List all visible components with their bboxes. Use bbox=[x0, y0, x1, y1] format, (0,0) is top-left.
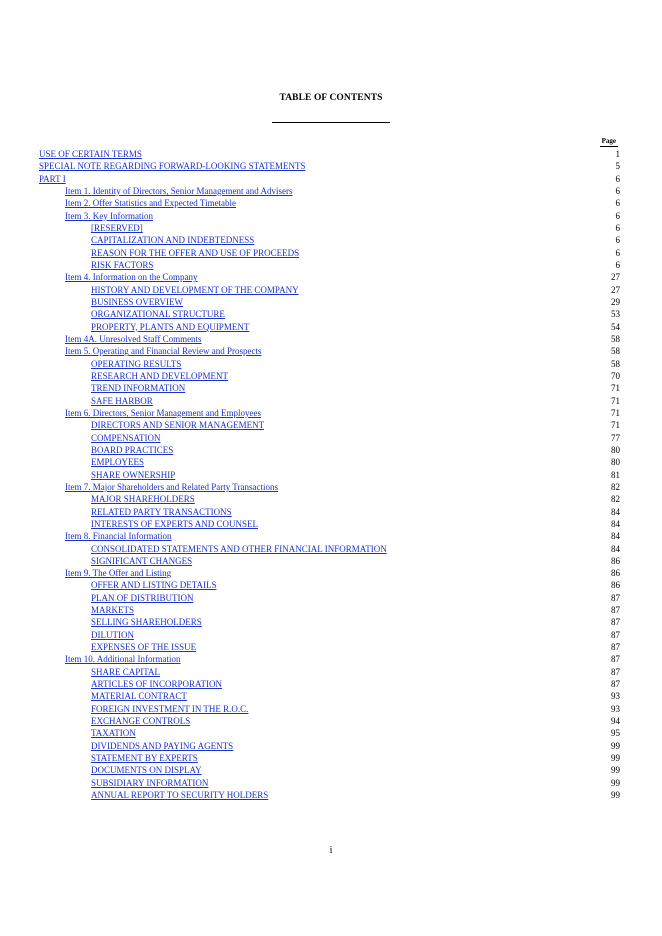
toc-entry-link[interactable]: EXCHANGE CONTROLS bbox=[91, 716, 191, 727]
toc-entry bbox=[0, 185, 662, 197]
toc-entry-page-number: 1 bbox=[615, 149, 620, 159]
title-divider bbox=[272, 122, 390, 123]
toc-entry-page-number: 27 bbox=[611, 284, 620, 295]
toc-entry-link[interactable]: Item 4A. Unresolved Staff Comments bbox=[65, 333, 202, 344]
toc-entry-page-number: 93 bbox=[611, 691, 620, 702]
toc-entry-page-number: 87 bbox=[611, 592, 620, 603]
toc-entry bbox=[0, 703, 662, 715]
toc-entry-link[interactable]: COMPENSATION bbox=[91, 432, 161, 443]
toc-entry-page-number: 80 bbox=[611, 444, 620, 455]
toc-entry-page-number: 99 bbox=[611, 765, 620, 776]
toc-entry-page-number: 99 bbox=[611, 740, 620, 751]
toc-entry-page-number: 58 bbox=[611, 346, 620, 357]
toc-entry bbox=[0, 789, 662, 801]
toc-entry bbox=[0, 616, 662, 628]
toc-entry-page-number: 6 bbox=[615, 173, 620, 184]
toc-entry-link[interactable]: SELLING SHAREHOLDERS bbox=[91, 617, 202, 628]
toc-entry bbox=[0, 308, 662, 320]
toc-entry bbox=[0, 567, 662, 579]
toc-entry bbox=[0, 259, 662, 271]
toc-entry-link[interactable]: SPECIAL NOTE REGARDING FORWARD-LOOKING STATEMENTS bbox=[39, 161, 306, 172]
toc-entry-page-number: 87 bbox=[611, 679, 620, 690]
toc-entry-link[interactable]: OFFER AND LISTING DETAILS bbox=[91, 580, 217, 591]
toc-entry bbox=[0, 506, 662, 518]
toc-entry-link[interactable]: Item 4. Information on the Company bbox=[65, 272, 198, 283]
toc-entry-page-number: 82 bbox=[611, 494, 620, 505]
toc-entry-page-number: 77 bbox=[611, 432, 620, 443]
toc-entry-link[interactable]: TREND INFORMATION bbox=[91, 383, 186, 394]
toc-entry-link[interactable]: DIRECTORS AND SENIOR MANAGEMENT bbox=[91, 420, 265, 431]
toc-entry-link[interactable]: MARKETS bbox=[91, 605, 135, 616]
toc-entry bbox=[0, 579, 662, 591]
toc-entry bbox=[0, 530, 662, 542]
toc-entry-page-number: 54 bbox=[611, 321, 620, 332]
toc-entry-page-number: 87 bbox=[611, 605, 620, 616]
toc-entry-page-number: 58 bbox=[611, 358, 620, 369]
toc-entry-page-number: 82 bbox=[611, 481, 620, 492]
toc-entry-link[interactable]: PLAN OF DISTRIBUTION bbox=[91, 592, 194, 603]
toc-entry-page-number: 93 bbox=[611, 703, 620, 714]
toc-entry-page-number: 6 bbox=[615, 259, 620, 270]
toc-entry-link[interactable]: CAPITALIZATION AND INDEBTEDNESS bbox=[91, 235, 255, 246]
toc-entry bbox=[0, 234, 662, 246]
toc-entry-link[interactable]: [RESERVED] bbox=[91, 222, 143, 233]
toc-entry bbox=[0, 481, 662, 493]
toc-entry-link[interactable]: ARTICLES OF INCORPORATION bbox=[91, 679, 222, 690]
toc-entry-page-number: 94 bbox=[611, 716, 620, 727]
toc-entry-link[interactable]: BUSINESS OVERVIEW bbox=[91, 296, 184, 307]
toc-entry-page-number: 87 bbox=[611, 642, 620, 653]
toc-entry bbox=[0, 690, 662, 702]
toc-entry-page-number: 99 bbox=[611, 753, 620, 764]
toc-entry-link[interactable]: PART I bbox=[39, 173, 66, 184]
toc-entry bbox=[0, 222, 662, 234]
toc-entry-link[interactable]: EXPENSES OF THE ISSUE bbox=[91, 642, 197, 653]
toc-entry bbox=[0, 518, 662, 530]
toc-entry bbox=[0, 678, 662, 690]
toc-entry bbox=[0, 321, 662, 333]
toc-entry-page-number: 53 bbox=[611, 309, 620, 320]
toc-entry bbox=[0, 382, 662, 394]
toc-entry-page-number: 70 bbox=[611, 370, 620, 381]
toc-entry-link[interactable]: DILUTION bbox=[91, 629, 134, 640]
toc-entry-page-number: 5 bbox=[615, 161, 620, 172]
toc-entry bbox=[0, 333, 662, 345]
toc-entry bbox=[0, 764, 662, 776]
toc-entry-link[interactable]: OPERATING RESULTS bbox=[91, 358, 182, 369]
toc-entry bbox=[0, 284, 662, 296]
toc-entry-page-number: 6 bbox=[615, 247, 620, 258]
toc-entry-link[interactable]: Item 7. Major Shareholders and Related Party Transactions bbox=[65, 481, 278, 492]
toc-entry-link[interactable]: EMPLOYEES bbox=[91, 457, 145, 468]
toc-entry-link[interactable]: RISK FACTORS bbox=[91, 259, 154, 270]
toc-entry-page-number: 87 bbox=[611, 629, 620, 640]
page-column-header: Page bbox=[601, 137, 616, 145]
toc-entry-link[interactable]: SUBSIDIARY INFORMATION bbox=[91, 777, 209, 788]
toc-entry-page-number: 71 bbox=[611, 383, 620, 394]
toc-entry bbox=[0, 456, 662, 468]
toc-entry bbox=[0, 173, 662, 185]
toc-entry-page-number: 80 bbox=[611, 457, 620, 468]
toc-entry bbox=[0, 740, 662, 752]
toc-entry bbox=[0, 715, 662, 727]
toc-entry bbox=[0, 604, 662, 616]
toc-entry-link[interactable]: RELATED PARTY TRANSACTIONS bbox=[91, 506, 232, 517]
toc-entry-link[interactable]: FOREIGN INVESTMENT IN THE R.O.C. bbox=[91, 703, 249, 714]
toc-entry-link[interactable]: Item 9. The Offer and Listing bbox=[65, 568, 172, 579]
toc-entry-page-number: 84 bbox=[611, 506, 620, 517]
toc-entry-page-number: 86 bbox=[611, 555, 620, 566]
toc-entry bbox=[0, 727, 662, 739]
toc-entry bbox=[0, 653, 662, 665]
toc-entry bbox=[0, 407, 662, 419]
toc-entry bbox=[0, 247, 662, 259]
toc-entry-page-number: 29 bbox=[611, 296, 620, 307]
toc-entry bbox=[0, 160, 662, 172]
toc-entry-page-number: 6 bbox=[615, 222, 620, 233]
toc-entry-page-number: 84 bbox=[611, 543, 620, 554]
page-title: TABLE OF CONTENTS bbox=[279, 93, 383, 103]
toc-entry-page-number: 58 bbox=[611, 333, 620, 344]
toc-entry-page-number: 6 bbox=[615, 210, 620, 221]
toc-entry bbox=[0, 493, 662, 505]
toc-entry bbox=[0, 543, 662, 555]
toc-entry bbox=[0, 641, 662, 653]
toc-entry bbox=[0, 444, 662, 456]
toc-entry-page-number: 71 bbox=[611, 395, 620, 406]
toc-entry bbox=[0, 629, 662, 641]
toc-entry-link[interactable]: Item 10. Additional Information bbox=[65, 654, 181, 665]
toc-entry-link[interactable]: USE OF CERTAIN TERMS bbox=[39, 149, 142, 159]
toc-entry-page-number: 27 bbox=[611, 272, 620, 283]
toc-entry-link[interactable]: SIGNIFICANT CHANGES bbox=[91, 555, 193, 566]
toc-entry-link[interactable]: Item 3. Key Information bbox=[65, 210, 153, 221]
toc-entry bbox=[0, 419, 662, 431]
toc-entry bbox=[0, 752, 662, 764]
toc-list bbox=[0, 148, 662, 801]
toc-entry-page-number: 86 bbox=[611, 580, 620, 591]
toc-entry-link[interactable]: MATERIAL CONTRACT bbox=[91, 691, 187, 702]
toc-entry-page-number: 6 bbox=[615, 185, 620, 196]
toc-entry bbox=[0, 592, 662, 604]
toc-entry bbox=[0, 777, 662, 789]
toc-entry-link[interactable]: Item 1. Identity of Directors, Senior Management and Advisers bbox=[65, 185, 293, 196]
toc-entry-link[interactable]: STATEMENT BY EXPERTS bbox=[91, 753, 198, 764]
toc-entry-link[interactable]: SAFE HARBOR bbox=[91, 395, 153, 406]
toc-entry bbox=[0, 432, 662, 444]
toc-entry-page-number: 71 bbox=[611, 407, 620, 418]
toc-entry-page-number: 6 bbox=[615, 235, 620, 246]
toc-entry-page-number: 84 bbox=[611, 518, 620, 529]
toc-entry-page-number: 87 bbox=[611, 666, 620, 677]
toc-entry-page-number: 87 bbox=[611, 654, 620, 665]
toc-entry-link[interactable]: SHARE OWNERSHIP bbox=[91, 469, 176, 480]
toc-entry-page-number: 99 bbox=[611, 777, 620, 788]
toc-entry bbox=[0, 395, 662, 407]
toc-entry bbox=[0, 666, 662, 678]
footer-page-number: i bbox=[329, 845, 333, 856]
toc-entry-page-number: 86 bbox=[611, 568, 620, 579]
toc-entry-link[interactable]: BOARD PRACTICES bbox=[91, 444, 174, 455]
toc-entry-link[interactable]: INTERESTS OF EXPERTS AND COUNSEL bbox=[91, 518, 258, 529]
toc-entry-link[interactable]: ORGANIZATIONAL STRUCTURE bbox=[91, 309, 225, 320]
toc-entry bbox=[0, 271, 662, 283]
toc-entry-link[interactable]: Item 2. Offer Statistics and Expected Timetable bbox=[65, 198, 237, 209]
toc-entry-link[interactable]: ANNUAL REPORT TO SECURITY HOLDERS bbox=[91, 790, 269, 801]
toc-entry bbox=[0, 469, 662, 481]
toc-entry bbox=[0, 148, 662, 160]
toc-entry-link[interactable]: TAXATION bbox=[91, 728, 136, 739]
toc-entry-link[interactable]: HISTORY AND DEVELOPMENT OF THE COMPANY bbox=[91, 284, 299, 295]
toc-entry-link[interactable]: SHARE CAPITAL bbox=[91, 666, 161, 677]
toc-entry bbox=[0, 358, 662, 370]
toc-entry bbox=[0, 370, 662, 382]
toc-entry-page-number: 95 bbox=[611, 728, 620, 739]
toc-entry-page-number: 6 bbox=[615, 198, 620, 209]
toc-entry bbox=[0, 555, 662, 567]
toc-entry-page-number: 84 bbox=[611, 531, 620, 542]
toc-entry bbox=[0, 296, 662, 308]
toc-entry-link[interactable]: Item 6. Directors, Senior Management and Employees bbox=[65, 407, 261, 418]
toc-entry-page-number: 71 bbox=[611, 420, 620, 431]
toc-entry bbox=[0, 210, 662, 222]
toc-entry-page-number: 99 bbox=[611, 790, 620, 801]
toc-entry bbox=[0, 197, 662, 209]
toc-entry-link[interactable]: CONSOLIDATED STATEMENTS AND OTHER FINANCIAL INFORMATION bbox=[91, 543, 387, 554]
toc-entry bbox=[0, 345, 662, 357]
toc-entry-link[interactable]: REASON FOR THE OFFER AND USE OF PROCEEDS bbox=[91, 247, 300, 258]
toc-entry-page-number: 81 bbox=[611, 469, 620, 480]
toc-entry-page-number: 87 bbox=[611, 617, 620, 628]
toc-entry-link[interactable]: MAJOR SHAREHOLDERS bbox=[91, 494, 195, 505]
toc-entry-link[interactable]: DIVIDENDS AND PAYING AGENTS bbox=[91, 740, 234, 751]
toc-entry-link[interactable]: Item 8. Financial Information bbox=[65, 531, 172, 542]
toc-entry-link[interactable]: Item 5. Operating and Financial Review and Prospects bbox=[65, 346, 262, 357]
toc-entry-link[interactable]: DOCUMENTS ON DISPLAY bbox=[91, 765, 202, 776]
toc-entry-link[interactable]: PROPERTY, PLANTS AND EQUIPMENT bbox=[91, 321, 250, 332]
toc-entry-link[interactable]: RESEARCH AND DEVELOPMENT bbox=[91, 370, 229, 381]
